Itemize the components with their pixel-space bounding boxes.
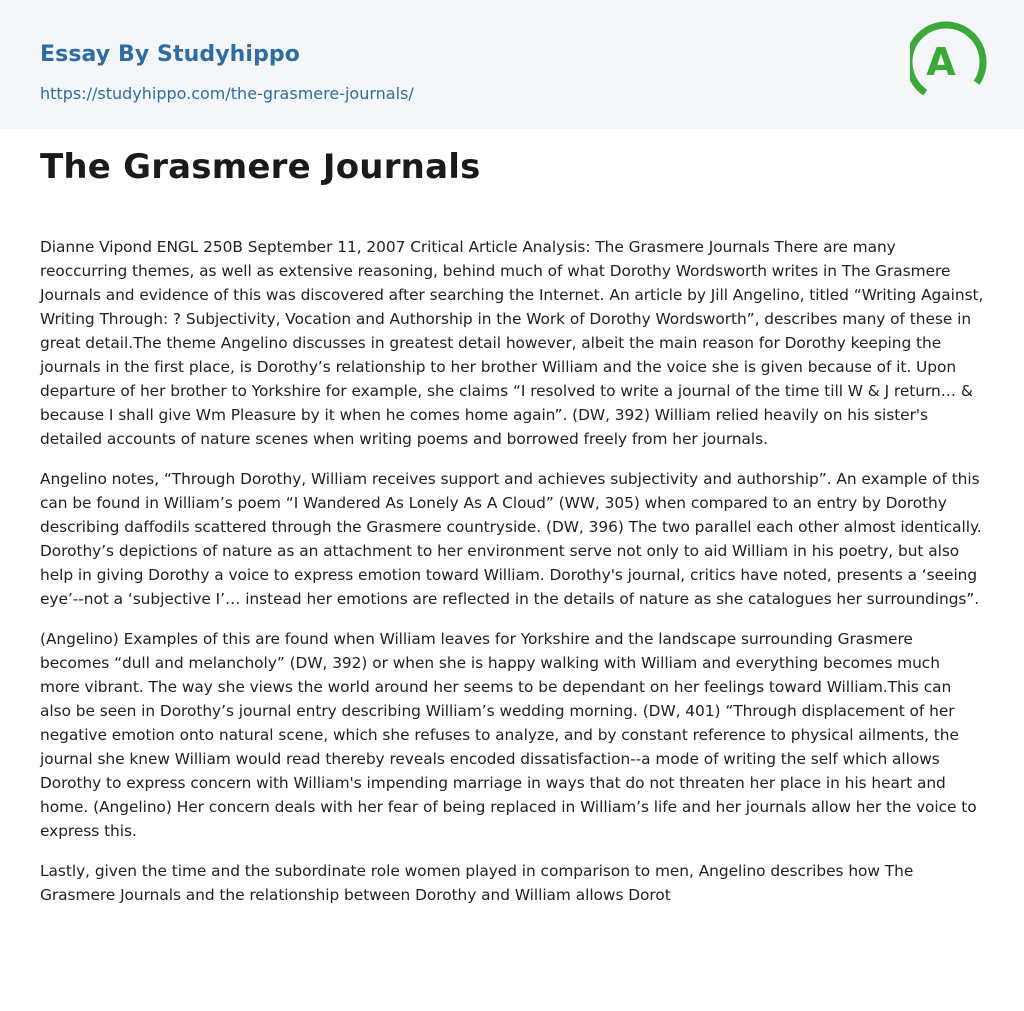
page-url-link[interactable]: https://studyhippo.com/the-grasmere-journals/ <box>40 84 414 103</box>
site-brand[interactable]: Essay By Studyhippo <box>40 42 300 67</box>
site-header <box>0 0 1024 129</box>
article-paragraph: Dianne Vipond ENGL 250B September 11, 2007 Critical Article Analysis: The Grasmere Journals There are many reoccurring themes, as well as extensive reasoning, behind much of what Dorothy Wordsworth writes in The Grasmere Journals and evidence of this was discovered after searching the Internet. An article by Jill Angelino, titled “Writing Against, Writing Through: ? Subjectivity, Vocation and Authorship in the Work of Dorothy Wordsworth”, describes many of these in great detail.The theme Angelino discusses in greatest detail however, albeit the main reason for Dorothy keeping the journals in the first place, is Dorothy’s relationship to her brother William and the voice she is given because of it. Upon departure of her brother to Yorkshire for example, she claims “I resolved to write a journal of the time till W & J return… & because I shall give Wm Pleasure by it when he comes home again”. (DW, 392) William relied heavily on his sister's detailed accounts of nature scenes when writing poems and borrowed freely from her journals. <box>40 238 984 448</box>
studyhippo-logo-icon[interactable] <box>910 18 988 106</box>
article-paragraph: Angelino notes, “Through Dorothy, William receives support and achieves subjectivity and authorship”. An example of this can be found in William’s poem “I Wandered As Lonely As A Cloud” (WW, 305) when compared to an entry by Dorothy describing daffodils scattered through the Grasmere countryside. (DW, 396) The two parallel each other almost identically. Dorothy’s depictions of nature as an attachment to her environment serve not only to aid William in his poetry, but also help in giving Dorothy a voice to express emotion toward William. Dorothy's journal, critics have noted, presents a ‘seeing eye’--not a ‘subjective I’… instead her emotions are reflected in the details of nature as she catalogues her surroundings”. <box>40 470 982 608</box>
article-paragraph: (Angelino) Examples of this are found when William leaves for Yorkshire and the landscape surrounding Grasmere becomes “dull and melancholy” (DW, 392) or when she is happy walking with William and everything becomes much more vibrant. The way she views the world around her seems to be dependant on her feelings toward William.This can also be seen in Dorothy’s journal entry describing William’s wedding morning. (DW, 401) “Through displacement of her negative emotion onto natural scene, which she refuses to analyze, and by constant reference to physical ailments, the journal she knew William would read thereby reveals encoded dissatisfaction--a mode of writing the self which allows Dorothy to express concern with William's impending marriage in ways that do not threaten her place in his heart and home. (Angelino) Her concern deals with her fear of being replaced in William’s life and her journals allow her the voice to express this. <box>40 630 977 840</box>
page-title: The Grasmere Journals <box>40 147 481 187</box>
article-paragraph: Lastly, given the time and the subordinate role women played in comparison to men, Angelino describes how The Grasmere Journals and the relationship between Dorothy and William allows Dorot <box>40 862 914 904</box>
logo-letter: A <box>926 40 956 84</box>
article-body <box>40 235 984 923</box>
